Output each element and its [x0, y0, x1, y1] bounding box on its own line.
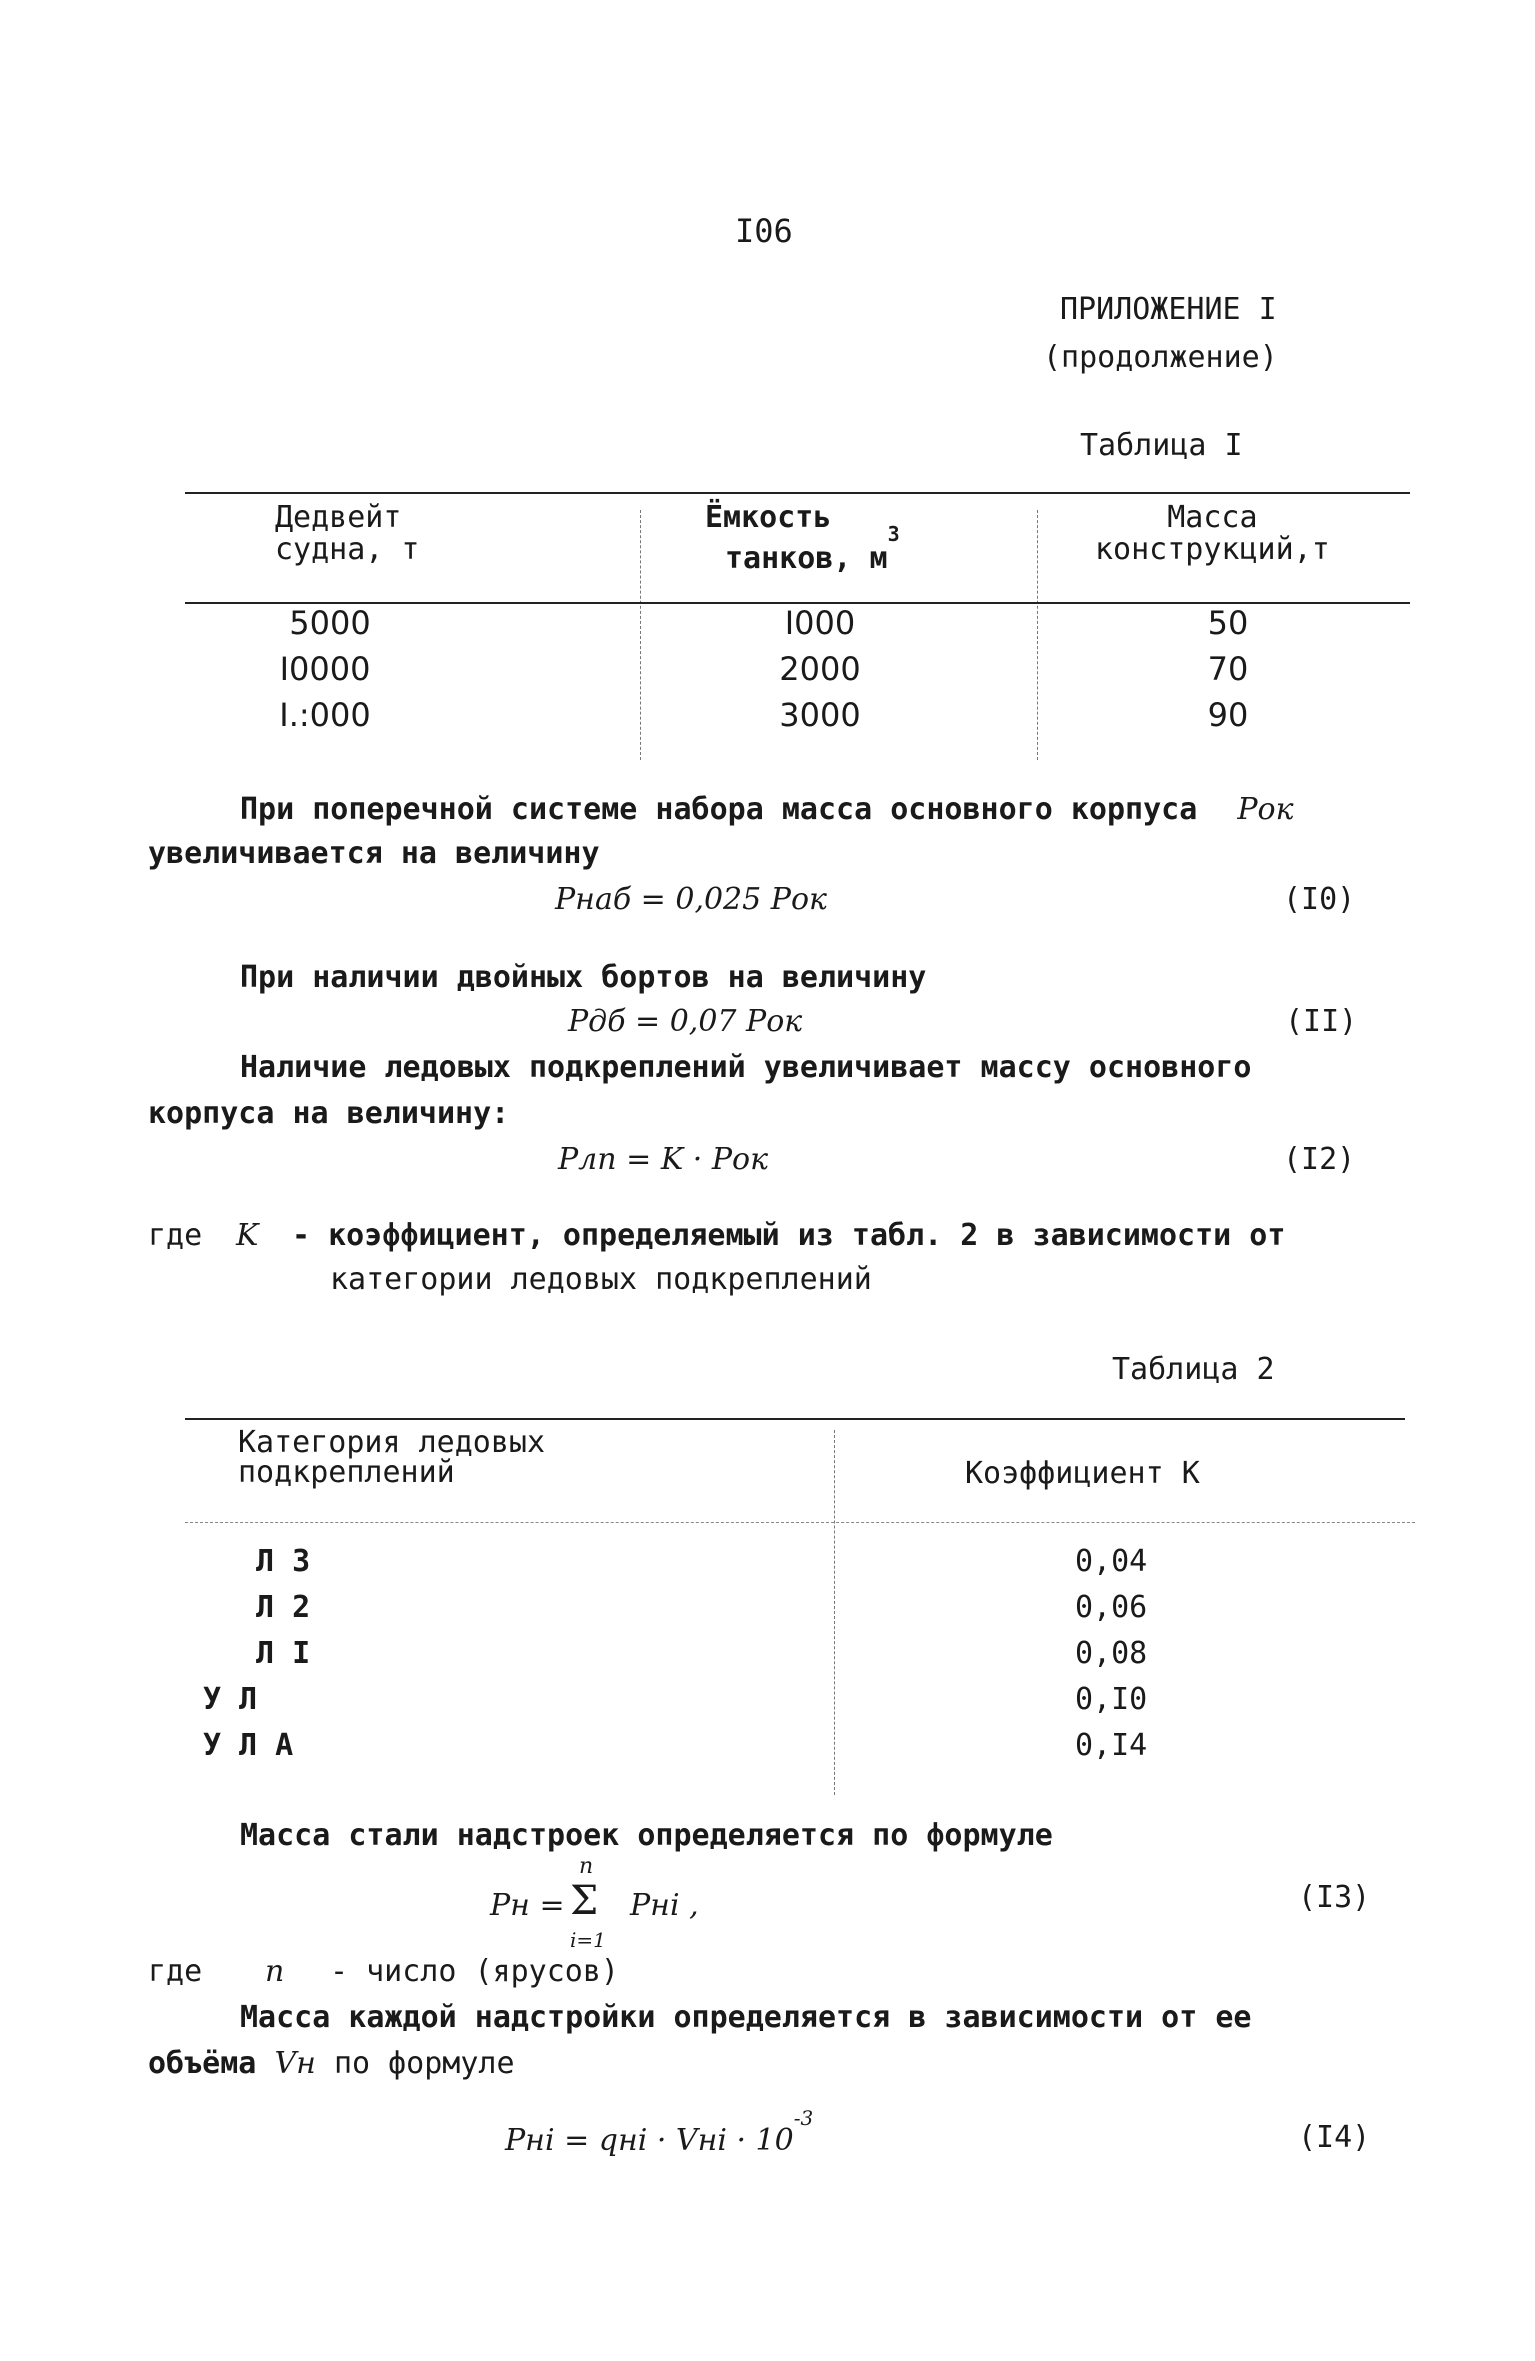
table1-top-rule: [185, 492, 1410, 494]
table2-header-coefficient: Коэффициент К: [965, 1456, 1200, 1491]
paragraph-1-line2: увеличивается на величину: [148, 836, 600, 871]
table2-header-rule: [185, 1522, 1415, 1523]
appendix-subtitle: (продолжение): [1043, 340, 1278, 375]
symbol-n: n: [265, 1954, 285, 1989]
table2-coefficient: 0,I0: [1075, 1682, 1148, 1717]
paragraph-3-line1: Наличие ледовых подкреплений увеличивает массу основного: [240, 1050, 1252, 1085]
table1-cell: 2000: [779, 650, 861, 688]
formula-13-sum-bottom: i=1: [570, 1928, 606, 1952]
formula-13-number: (I3): [1298, 1880, 1371, 1915]
table1-header-deadweight-line2: судна, т: [275, 532, 420, 567]
where-k-line1: - коэффициент, определяемый из табл. 2 в зависимости от: [292, 1218, 1286, 1253]
table2-coefficient: 0,I4: [1075, 1728, 1148, 1763]
table2-caption: Таблица 2: [1112, 1352, 1275, 1387]
table1-divider-1: [640, 510, 641, 760]
table1-cell: I.:000: [279, 696, 371, 734]
where-n-text: - число (ярусов): [330, 1954, 619, 1989]
formula-11-number: (II): [1285, 1004, 1358, 1039]
table1-cell: 50: [1207, 604, 1249, 642]
paragraph-5-volume-word: объёма: [148, 2046, 257, 2081]
formula-12: Pлп = K · Pок: [558, 1142, 768, 1177]
table1-cell: 5000: [289, 604, 371, 642]
formula-14-number: (I4): [1298, 2120, 1371, 2155]
page-number: I06: [735, 212, 793, 250]
where-n-lead: где: [148, 1954, 203, 1989]
formula-13-sum-top: n: [579, 1854, 594, 1879]
table2-header-category: [238, 1425, 546, 1490]
formula-10-number: (I0): [1283, 882, 1356, 917]
paragraph-5-line2: [148, 2046, 515, 2081]
table1-cell: I0000: [279, 650, 371, 688]
table1-caption: Таблица I: [1080, 428, 1243, 463]
table2-coefficient: 0,06: [1075, 1590, 1148, 1625]
table1-cell: 90: [1207, 696, 1249, 734]
table1-header-capacity: [705, 502, 900, 575]
table2-header-category-line1: Категория ледовых: [238, 1425, 546, 1460]
table2-category: Л 2: [256, 1590, 311, 1625]
table2-divider: [834, 1430, 835, 1795]
formula-13-term: Pнi ,: [630, 1888, 699, 1923]
table1-header-deadweight: [275, 502, 420, 566]
table1-header-mass: [1095, 502, 1330, 566]
formula-14-exponent: -3: [793, 2106, 814, 2130]
table2-category: Л 3: [256, 1544, 311, 1579]
table1-divider-2: [1037, 510, 1038, 760]
table1-header-capacity-line1: Ёмкость: [705, 500, 832, 535]
formula-12-number: (I2): [1283, 1142, 1356, 1177]
paragraph-5-line2-tail: по формуле: [333, 2046, 515, 2081]
table1-cell: 3000: [779, 696, 861, 734]
paragraph-5-line1: Масса каждой надстройки определяется в зависимости от ее: [240, 2000, 1252, 2035]
table2-header-category-line2: подкреплений: [238, 1455, 455, 1490]
table1-header-capacity-sup: 3: [887, 522, 900, 546]
table1-cell: 70: [1207, 650, 1249, 688]
formula-11: Pдб = 0,07 Pок: [568, 1004, 803, 1039]
table1-header-mass-line2: конструкций,т: [1095, 532, 1330, 567]
table2-category: УЛА: [203, 1728, 312, 1763]
where-k-line2: категории ледовых подкреплений: [330, 1262, 872, 1297]
appendix-title: ПРИЛОЖЕНИЕ I: [1060, 292, 1277, 327]
formula-13-sum-sign: Σ: [570, 1878, 599, 1924]
paragraph-3-line2: корпуса на величину:: [148, 1096, 510, 1131]
where-k-lead: где: [148, 1218, 203, 1253]
formula-14: [505, 2106, 814, 2158]
paragraph-1-text: При поперечной системе набора масса основного корпуса: [240, 792, 1198, 827]
table2-coefficient: 0,08: [1075, 1636, 1148, 1671]
table1-cell: I000: [784, 604, 856, 642]
symbol-k: K: [236, 1218, 259, 1253]
paragraph-4: Масса стали надстроек определяется по формуле: [240, 1818, 1053, 1853]
table1-header-capacity-line2: танков, м: [725, 541, 888, 576]
table2-coefficient: 0,04: [1075, 1544, 1148, 1579]
table2-category: Л I: [256, 1636, 311, 1671]
formula-10: Pнаб = 0,025 Pок: [555, 882, 827, 917]
formula-13-lhs: Pн =: [490, 1888, 565, 1923]
symbol-vn: Vн: [274, 2046, 316, 2081]
paragraph-2: При наличии двойных бортов на величину: [240, 960, 927, 995]
table1-header-deadweight-line1: Дедвейт: [275, 500, 402, 535]
paragraph-1-line1: [240, 792, 1294, 827]
table2-top-rule: [185, 1418, 1405, 1420]
formula-14-body: Pнi = qнi · Vнi · 10: [505, 2123, 794, 2158]
symbol-pok: Pок: [1237, 792, 1294, 827]
table1-header-mass-line1: Масса: [1167, 500, 1258, 535]
table2-category: УЛ: [203, 1682, 276, 1717]
